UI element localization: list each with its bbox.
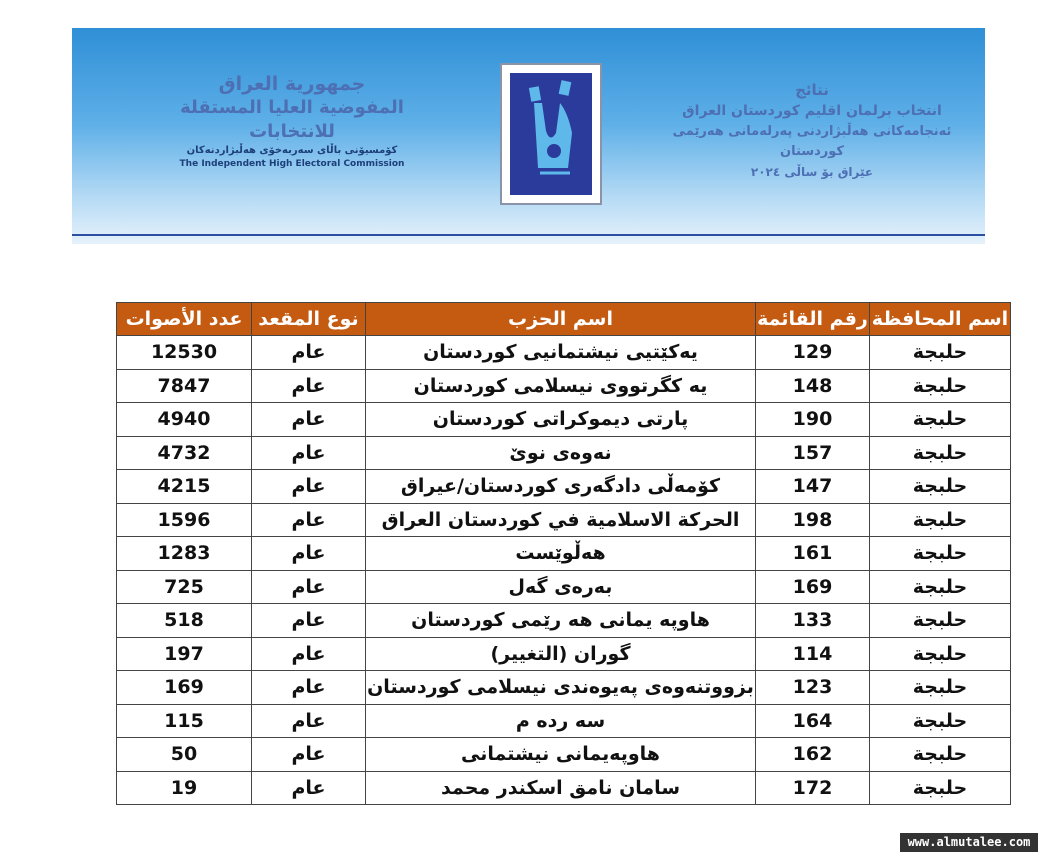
cell-party: یەکێتیی نیشتمانیی کوردستان (366, 336, 756, 370)
table-row (117, 570, 1011, 604)
header-banner (72, 28, 985, 244)
table-row (117, 336, 1011, 370)
cell-votes: 518 (117, 604, 252, 638)
cell-party: گوران (التغيير) (366, 637, 756, 671)
cell-votes: 197 (117, 637, 252, 671)
cell-seat-type: عام (252, 503, 366, 537)
title-line-3: ئەنجامەکانی هەڵبژاردنی پەرلەمانی هەرێمی کوردستان (672, 124, 952, 159)
title-line-1: نتائج (795, 81, 829, 99)
cell-party: الحركة الاسلامية في كوردستان العراق (366, 503, 756, 537)
cell-seat-type: عام (252, 704, 366, 738)
header-list-number: رقم القائمة (756, 303, 870, 336)
cell-seat-type: عام (252, 570, 366, 604)
cell-governorate: حلبجة (870, 570, 1011, 604)
cell-seat-type: عام (252, 671, 366, 705)
org-line-ar2: المفوضية العليا المستقلة للانتخابات (180, 97, 404, 142)
ihec-logo-icon (500, 63, 602, 205)
table-row (117, 537, 1011, 571)
cell-votes: 169 (117, 671, 252, 705)
cell-votes: 1283 (117, 537, 252, 571)
header-party: اسم الحزب (366, 303, 756, 336)
cell-list-number: 172 (756, 771, 870, 805)
cell-votes: 115 (117, 704, 252, 738)
org-line-ku: كۆمسیۆنی باڵای سەربەخۆی هەڵبژاردنەکان (186, 145, 398, 156)
org-line-ar1: جمهورية العراق (218, 73, 366, 95)
cell-list-number: 169 (756, 570, 870, 604)
results-title (662, 80, 962, 182)
cell-party: هاوپەیمانی نیشتمانی (366, 738, 756, 772)
cell-list-number: 114 (756, 637, 870, 671)
cell-list-number: 133 (756, 604, 870, 638)
header-votes: عدد الأصوات (117, 303, 252, 336)
table-row (117, 738, 1011, 772)
cell-votes: 4215 (117, 470, 252, 504)
cell-votes: 4732 (117, 436, 252, 470)
cell-list-number: 198 (756, 503, 870, 537)
table-row (117, 637, 1011, 671)
table-header-row (117, 303, 1011, 336)
cell-governorate: حلبجة (870, 503, 1011, 537)
cell-seat-type: عام (252, 771, 366, 805)
cell-seat-type: عام (252, 403, 366, 437)
cell-governorate: حلبجة (870, 704, 1011, 738)
logo-field (510, 73, 592, 195)
cell-governorate: حلبجة (870, 738, 1011, 772)
cell-list-number: 147 (756, 470, 870, 504)
cell-governorate: حلبجة (870, 637, 1011, 671)
header-governorate: اسم المحافظة (870, 303, 1011, 336)
cell-votes: 1596 (117, 503, 252, 537)
cell-list-number: 157 (756, 436, 870, 470)
cell-list-number: 161 (756, 537, 870, 571)
cell-seat-type: عام (252, 436, 366, 470)
site-watermark: www.almutalee.com (900, 833, 1038, 852)
table-row (117, 604, 1011, 638)
cell-seat-type: عام (252, 537, 366, 571)
cell-seat-type: عام (252, 470, 366, 504)
cell-list-number: 190 (756, 403, 870, 437)
cell-votes: 50 (117, 738, 252, 772)
table-row (117, 704, 1011, 738)
cell-party: یه کگرتووی نیسلامی کوردستان (366, 369, 756, 403)
cell-votes: 725 (117, 570, 252, 604)
cell-votes: 4940 (117, 403, 252, 437)
banner-divider (72, 234, 985, 236)
cell-governorate: حلبجة (870, 671, 1011, 705)
cell-seat-type: عام (252, 637, 366, 671)
results-table (116, 302, 1011, 805)
cell-governorate: حلبجة (870, 403, 1011, 437)
cell-governorate: حلبجة (870, 537, 1011, 571)
cell-party: پارتی دیموکراتی کوردستان (366, 403, 756, 437)
cell-seat-type: عام (252, 604, 366, 638)
table-body (117, 336, 1011, 805)
cell-seat-type: عام (252, 369, 366, 403)
cell-party: بەرەی گەل (366, 570, 756, 604)
cell-party: سه رده م (366, 704, 756, 738)
cell-governorate: حلبجة (870, 436, 1011, 470)
cell-list-number: 123 (756, 671, 870, 705)
table-row (117, 369, 1011, 403)
title-line-2: انتخاب برلمان اقليم كوردستان العراق (682, 103, 942, 119)
cell-votes: 7847 (117, 369, 252, 403)
cell-governorate: حلبجة (870, 369, 1011, 403)
cell-party: بزووتنەوەی پەیوەندی نیسلامی کوردستان (366, 671, 756, 705)
table-row (117, 470, 1011, 504)
cell-party: هەڵوێست (366, 537, 756, 571)
cell-party: کۆمەڵی دادگەری کوردستان/عیراق (366, 470, 756, 504)
cell-list-number: 129 (756, 336, 870, 370)
table-row (117, 403, 1011, 437)
cell-governorate: حلبجة (870, 604, 1011, 638)
cell-governorate: حلبجة (870, 336, 1011, 370)
cell-list-number: 164 (756, 704, 870, 738)
cell-list-number: 148 (756, 369, 870, 403)
cell-party: هاوپه یمانی هه رێمی کوردستان (366, 604, 756, 638)
cell-list-number: 162 (756, 738, 870, 772)
title-line-4: عێراق بۆ ساڵی ٢٠٢٤ (750, 165, 874, 179)
cell-votes: 19 (117, 771, 252, 805)
table-row (117, 436, 1011, 470)
cell-party: نەوەی نوێ (366, 436, 756, 470)
commission-emblem (177, 72, 407, 170)
cell-governorate: حلبجة (870, 470, 1011, 504)
table-row (117, 671, 1011, 705)
header-seat-type: نوع المقعد (252, 303, 366, 336)
cell-seat-type: عام (252, 738, 366, 772)
org-line-en: The Independent High Electoral Commission (179, 159, 405, 169)
table-row (117, 503, 1011, 537)
table-row (117, 771, 1011, 805)
cell-votes: 12530 (117, 336, 252, 370)
ballot-logo-icon (510, 73, 592, 195)
cell-party: سامان نامق اسكندر محمد (366, 771, 756, 805)
cell-governorate: حلبجة (870, 771, 1011, 805)
cell-seat-type: عام (252, 336, 366, 370)
